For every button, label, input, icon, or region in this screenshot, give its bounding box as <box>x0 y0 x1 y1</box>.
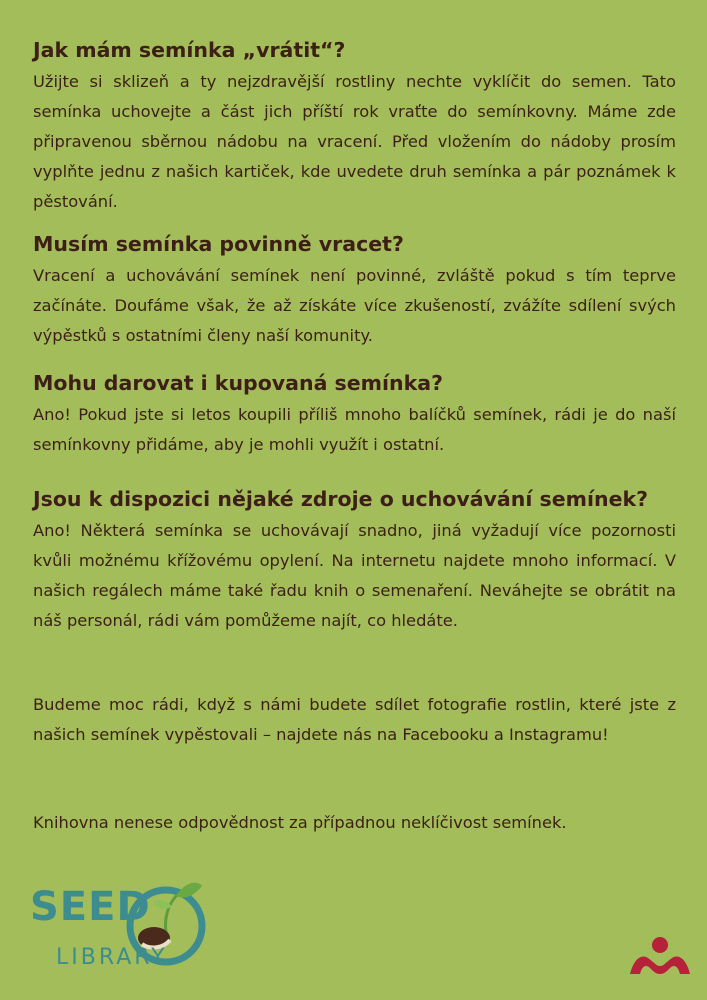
logo-word-seed: SEED <box>30 884 151 930</box>
disclaimer-text: Knihovna nenese odpovědnost za případnou neklíčivost semínek. <box>33 813 567 832</box>
faq-text: Ano! Některá semínka se uchovávají snadno, jiná vyžadují více pozornosti kvůli možnému křížovému opylení. Na internetu najdete mnoho informací. V našich regálech máme také řadu knih o semenaření. Neváhejte se obrátit na náš personál, rádi vám pomůžeme najít, co hledáte. <box>33 521 676 630</box>
faq-return-seeds <box>33 36 676 217</box>
disclaimer-paragraph <box>33 808 676 838</box>
share-text: Budeme moc rádi, když s námi budete sdílet fotografie rostlin, které jste z našich semínek vypěstovali – najdete nás na Facebooku a Instagramu! <box>33 695 676 744</box>
library-logo-icon <box>628 936 692 976</box>
faq-donate-bought <box>33 369 676 460</box>
logo-word-library: LIBRARY <box>56 945 168 970</box>
faq-heading: Jsou k dispozici nějaké zdroje o uchovávání semínek? <box>33 487 649 511</box>
faq-mandatory-return <box>33 230 676 351</box>
faq-text: Vracení a uchovávání semínek není povinné, zvláště pokud s tím teprve začínáte. Doufáme však, že až získáte více zkušeností, zvážíte sdílení svých výpěstků s ostatními členy naší komunity. <box>33 266 676 345</box>
faq-text: Užijte si sklizeň a ty nejzdravější rostliny nechte vyklíčit do semen. Tato semínka uchovejte a část jich příští rok vraťte do semínkovny. Máme zde připravenou sběrnou nádobu na vracení. Před vložením do nádoby prosím vyplňte jednu z našich kartiček, kde uvedete druh semínka a pár poznámek k pěstování. <box>33 72 676 211</box>
faq-heading: Musím semínka povinně vracet? <box>33 232 404 256</box>
faq-heading: Mohu darovat i kupovaná semínka? <box>33 371 443 395</box>
faq-heading: Jak mám semínka „vrátit“? <box>33 38 346 62</box>
seed-library-logo <box>26 872 212 972</box>
share-photos-paragraph <box>33 690 676 750</box>
faq-resources <box>33 485 676 636</box>
faq-text: Ano! Pokud jste si letos koupili příliš mnoho balíčků semínek, rádi je do naší semínkovny přidáme, aby je mohli využít i ostatní. <box>33 405 676 454</box>
